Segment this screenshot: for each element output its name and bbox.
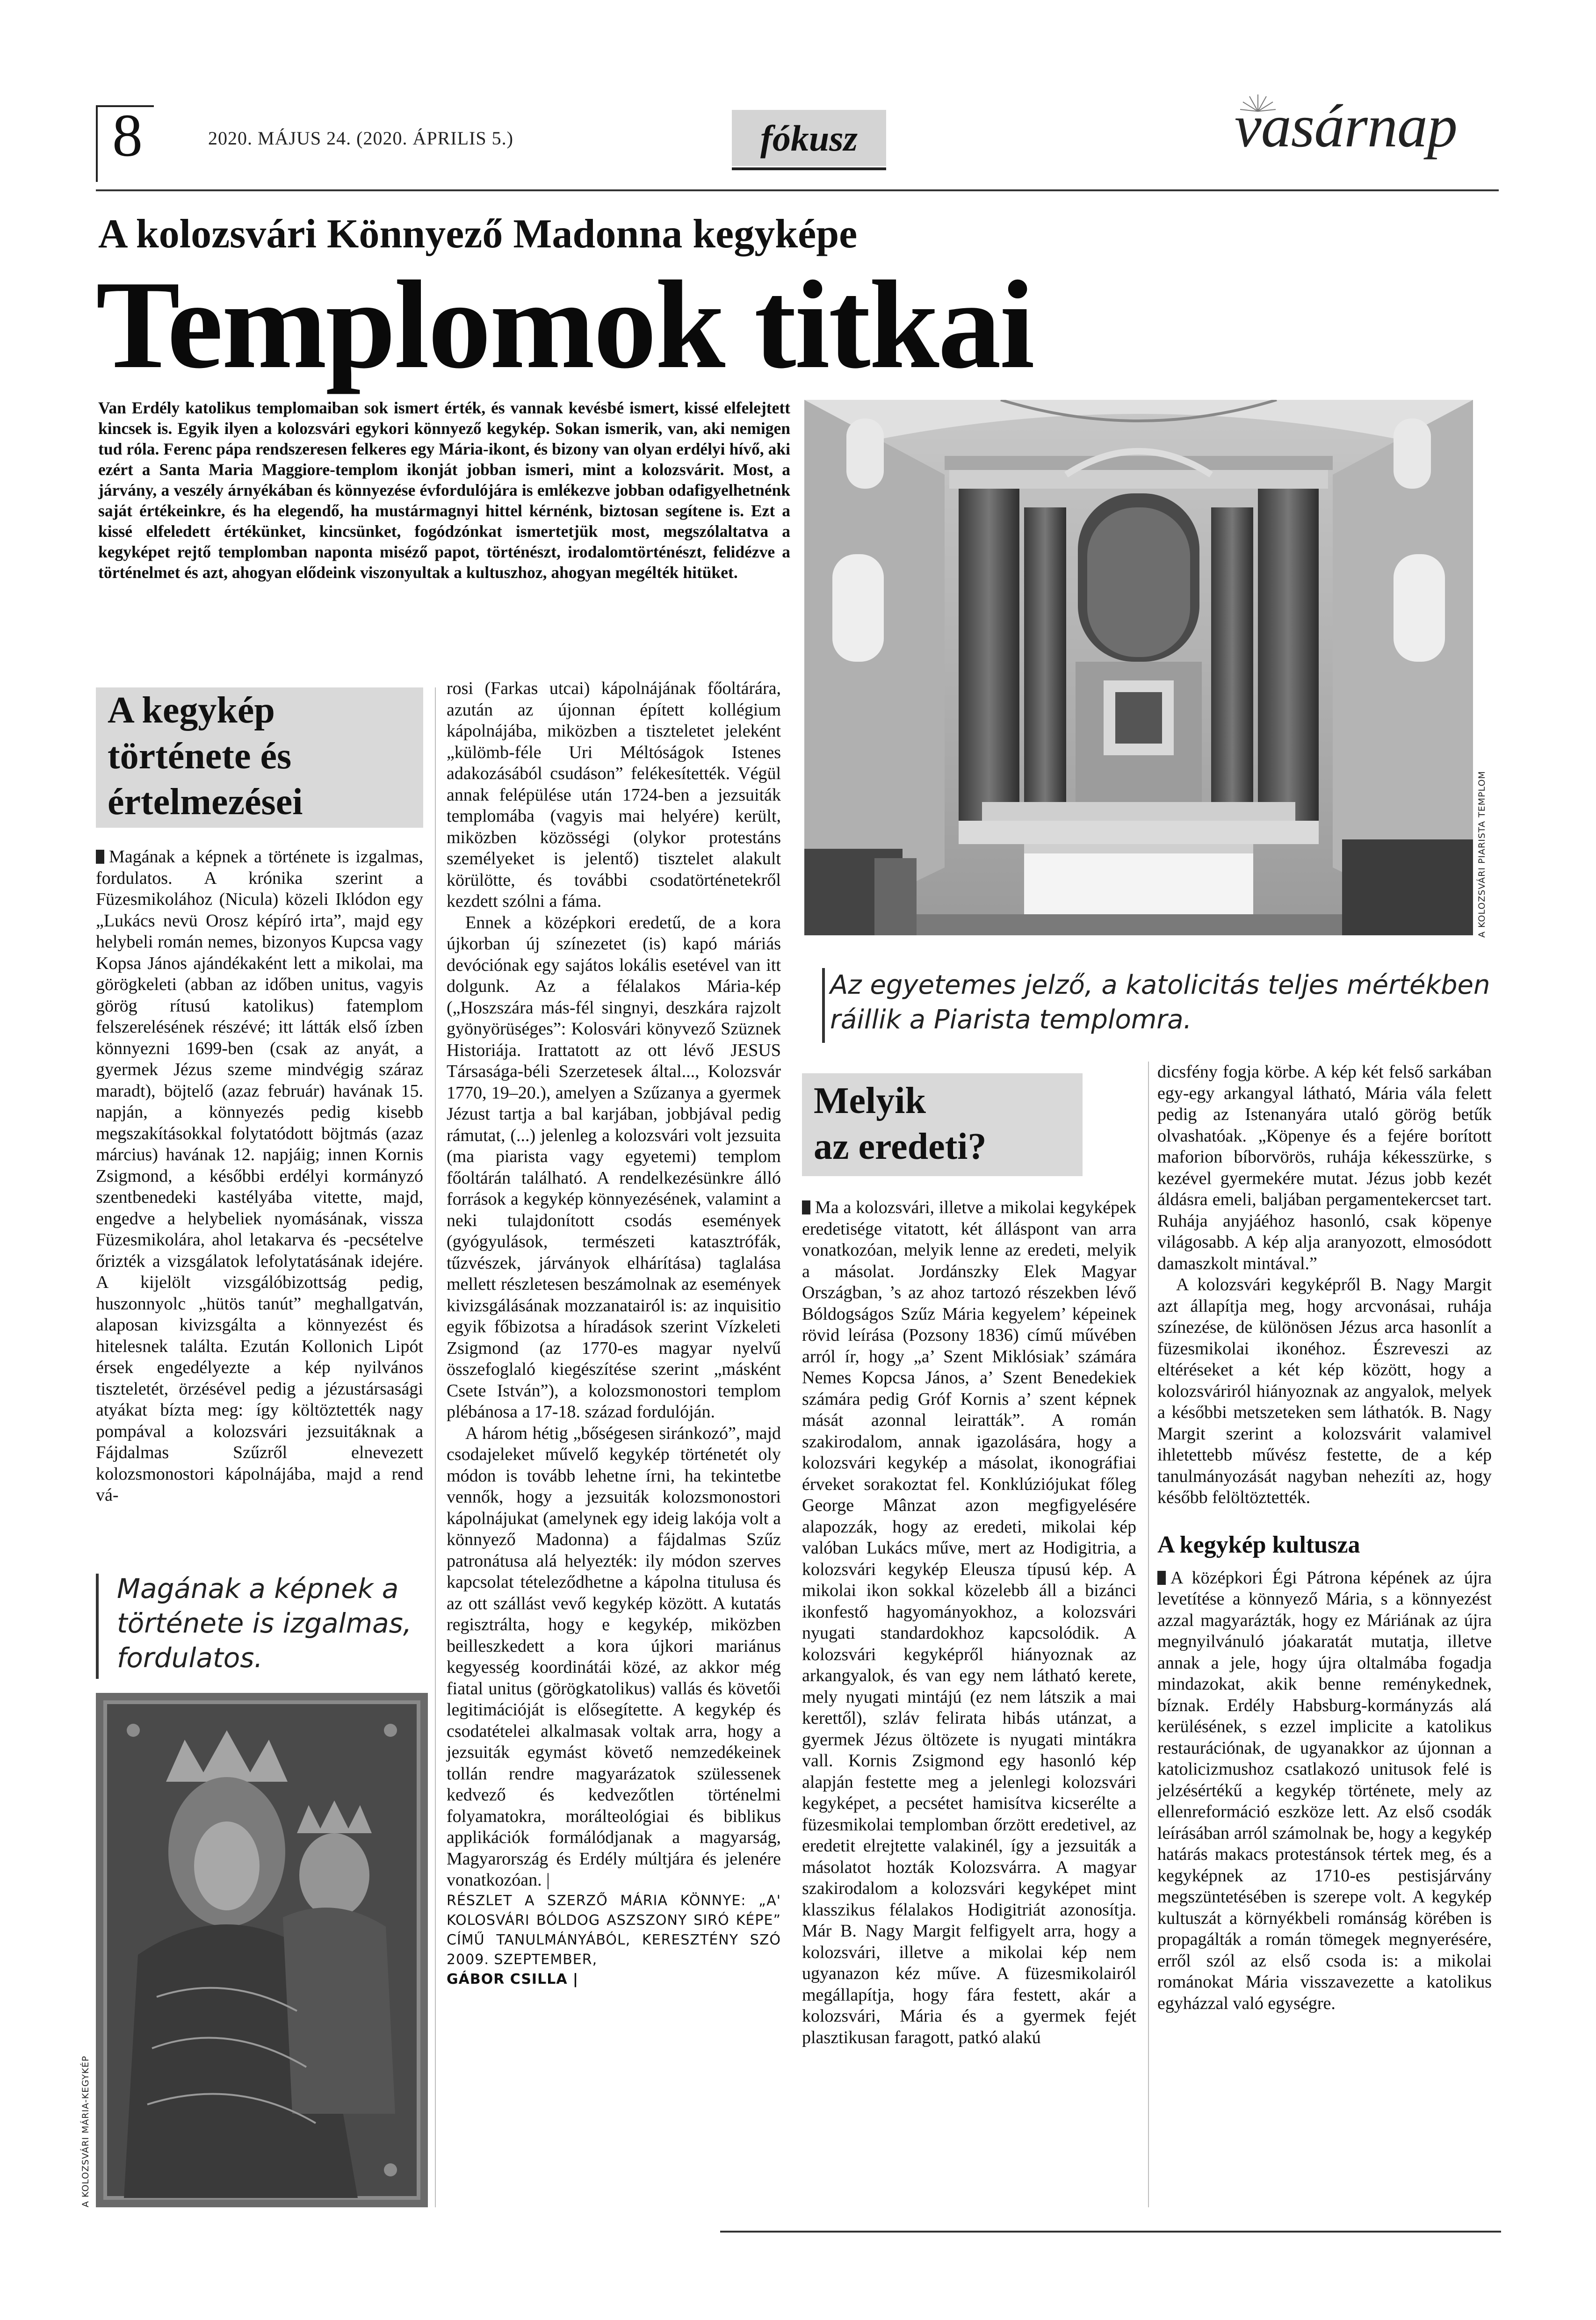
section3-col4-p2: A kolozsvári kegyképről B. Nagy Margit azt állapítja meg, hogy arcvonásai, ruhája színezése, de különösen Jézus arca hasonlít a füzesmikolai ikonéhoz. Észreveszi az eltéréseket a két kép között, hogy a kolozsváriról hiányoznak az angyalok, melyek a későbbi metszeteken sem láthatók. B. Nagy Margit szerint a kolozsvárit valamivel ihletettebb művész festette, de a kép tanulmányozását nagyban nehezíti az, hogy később felöltöztették. bbox=[1157, 1275, 1492, 1507]
section1-column2 bbox=[447, 678, 781, 1989]
section-rubric bbox=[732, 110, 886, 166]
article-author: GÁBOR CSILLA | bbox=[447, 1971, 578, 1988]
section-label: fókusz bbox=[760, 118, 858, 159]
page-bottom-rule bbox=[720, 2231, 1501, 2233]
paragraph-marker-icon bbox=[802, 1200, 810, 1214]
column-divider bbox=[435, 687, 436, 2207]
page-number: 8 bbox=[112, 102, 143, 169]
masthead-rule bbox=[96, 189, 1499, 191]
section2-text: Ma a kolozsvári, illetve a mikolai kegyképek eredetisége vitatott, két álláspont van arra vonatkozóan, melyik lenne az eredeti, melyik a másolat. Jordánszky Elek Magyar Országban, ’s az ahoz tartozó részekben lévő Bóldogságos Szűz Mária kegyelem’ képeinek rövid leírása (Pozsony 1836) című művében arról ír, hogy „a’ Szent Miklósiak’ számára Nemes Kopcsa János, a’ Szent Benedekiek számára pedig Gróf Kornis a’ szent képnek mását azonnal leiratták”. A román szakirodalom, annak igazolására, hogy a kolozsvári kegykép a másolat, ikonográfiai érveket sorakoztat fel. Konklúziójukat főleg George Mânzat azon megfigyelésére alapozzák, hogy az eredeti, mikolai kép valóban Lukács műve, mert az Hodigitria, a kolozsvári kegykép Eleusza típusú kép. A mikolai ikon sokkal közelebb áll a bizánci ikonfestő hagyományokhoz, a kolozsvári nyugati standardokhoz kapcsolódik. A kolozsvári kegyképről hiányoznak az arkangyalok, és van egy nem látható keretе, mely nyugati mintájú (ez nem látszik a mai kerettől), szláv felirata hibás utánzat, a gyermek Jézus öltözete is nyugati mintákra vall. Kornis Zsigmond egy hasonló kép alapján festette meg a jelenlegi kolozsvári kegyképet, a pecsétet hamisítva kicserélte a füzesmikolai templomban őrzött eredetivel, az eredetit elrejtette valakinél, így a jezsuiták a másolatot hozták Kolozsvárra. A magyar szakirodalom a kolozsvári kegyképet mint klasszikus félalakos Hodigitriát azonosítja. Már B. Nagy Margit felfigyelt arra, hogy a kolozsvári, illetve a mikolai kép nem ugyanazon kéz műve. A füzesmikolairól megállapítja, hogy fára festett, akár a kolozsvári, Mária és a gyermek fejét plasztikusan faragott, patkó alakú bbox=[802, 1198, 1136, 2047]
church-illustration bbox=[804, 400, 1473, 935]
section3-col4-p1: dicsfény fogja körbe. A kép két felső sarkában egy-egy arkangyal látható, Mária vála felett pedig az Istenanyára utaló görög betűk olvashatóak. „Köpenye és a fejére borított maforion bíborvörös, ruhája kékesszürke, s kezével gyermekére mutat. Jézus jobb kezét áldásra emeli, baljában pergamentekercset tart. Ruhája anyjáéhoz hasonló, csak köpenye világosabb. A kép alja aranyozott, elmosódott damaszkolt mintával.” bbox=[1157, 1062, 1492, 1273]
column-divider bbox=[1148, 1062, 1149, 2207]
section1-column1 bbox=[96, 846, 423, 1506]
paragraph-marker-icon bbox=[96, 850, 104, 864]
issue-date: 2020. MÁJUS 24. (2020. ÁPRILIS 5.) bbox=[208, 128, 513, 149]
rubric-underline bbox=[732, 167, 886, 170]
pull-quote-bar bbox=[96, 1574, 99, 1679]
madonna-icon-photo bbox=[96, 1693, 428, 2207]
pull-quote: Magának a képnek a története is izgalmas, fordulatos. bbox=[117, 1573, 412, 1674]
section1-heading-line1: A kegykép bbox=[108, 690, 275, 731]
section2-heading-line1: Melyik bbox=[814, 1080, 926, 1121]
brand-logo: vasárnap bbox=[1235, 93, 1457, 160]
section1-col1-text: Magának a képnek a története is izgalmas, fordulatos. A krónika szerint a Füzesmikolához (Nicula) közeli Iklódon egy „Lukács nevü Orosz képíró irta”, majd egy helybeli román nemes, bizonyos Kupcsa vagy Kopsa János ajándékaként lett a mikolai, ma görögkeleti (abban az időben unitus, vagyis görög rítusú katolikus) fatemplom felszerelésének részévé; itt látták első ízben könnyezni 1699-ben (csak az anyát, a gyermek Jézus szeme mindvégig száraz maradt), böjtelő (azaz február) havának 15. napján, a könnyezés pedig kisebb megszakításokkal folytatódott böjtmás (azaz március) havának 12. napjáig; innen Kornis Zsigmond, a későbbi erdélyi kormányzó szentbenedeki kastélyába vitette, majd, engedve a helybeliek nyomásának, vissza Füzesmikolára, ahol letakarva és -pecsételve őrizték a vizsgálatok lefolytatásának idejére. A kijelölt vizsgálóbizottság pedig, huszonnyolc „hütös tanút” meghallgatván, alaposan kivizsgálta a könnyezést és hitelesnek találta. Ezután Kollonich Lipót érsek engedélyezte a kép nyilvános tiszteletét, örzésével pedig a jézustársasági atyákat bízta meg: így költöztették nagy pompával a kolozsvári jezsuitáknak a Fájdalmas Szűzről elnevezett kolozsmonostori kápolnájába, majd a rend vá- bbox=[96, 847, 423, 1505]
section3-heading: A kegykép kultusza bbox=[1157, 1531, 1360, 1558]
section1-heading-box bbox=[96, 687, 423, 828]
icon-photo-credit: A KOLOZSVÁRI MÁRIA-KEGYKÉP bbox=[80, 2055, 91, 2207]
section1-col2-p3: A három hétig „bőségesen siránkozó”, majd csodajeleket művelő kegykép történetét oly módon is tovább lehetne írni, ha tekintetbe vennők, hogy a jezsuiták kolozsmonostori kápolnájukat (amelynek egy ideig lakója volt a könnyező Madonna) a fájdalmas Szűz patronátusa alá helyezték: ily módon szerves kapcsolat tételeződhetne a kápolna titulusa és az ott szállást vevő kegykép között. A kutatás regisztrálta, hogy e kegykép, miközben beilleszkedett a kora újkori mariánus kegyesség koordinátái közé, az akkor még fiatal unitus (görögkatolikus) vallás és követői legitimációját is elősegítette. A kegykép és csodatételei alkalmasak voltak arra, hogy a jezsuiták egymást követő nemzedékeinek tollán rendre magyarázatok szülessenek kedvező és kedvezőtlen történelmi folyamatokra, morálteológiai és biblikus applikációk formálódjanak a magyarság, Magyarország és Erdély múltjára és jelenére vonatkozóan. | bbox=[447, 1423, 781, 1890]
section2-heading-line2: az eredeti? bbox=[814, 1126, 987, 1167]
section3-cult-text: A középkori Égi Pátrona képének az újra levetítése a könnyező Mária, s a könnyezést azzal magyarázták, hogy ez Máriának az újra megnyilvánuló jóakaratát mutatja, illetve annak a jele, hogy újra oltalmába fogadja mindazokat, akik benne reménykednek, bíznak. Erdély Habsburg-kormányzás alá kerülésének, s ezzel implicite a katolikus restaurációnak, de ugyanakkor az újonnan a katolicizmushoz csatlakozó unitusok felé is jelzésértékű a kegykép története, mely az ellenreformáció eszköze lett. Az első csodák leírásában arról számolnak be, hogy a kegykép határás makacs protestánsok tértek meg, és a kegyképnek az 1710-es pestisjárvány megszüntetésében is szerepe volt. A kegykép kultuszát a környékbeli románság körében is propagálták a román tömegek megnyerésére, erről szól az első csoda is: a mikolai románokat Mária visszavezette a katolikus egyházzal való egységre. bbox=[1157, 1568, 1492, 2013]
caption-bar bbox=[822, 968, 825, 1043]
section3-column bbox=[1157, 1062, 1492, 2014]
section1-heading-line2: története és bbox=[108, 736, 292, 777]
paragraph-marker-icon bbox=[1157, 1571, 1166, 1585]
church-interior-photo bbox=[804, 400, 1473, 935]
article-lead: Van Erdély katolikus templomaiban sok ismert érték, és vannak kevésbé ismert, kissé elfelejtett kincsek is. Egyik ilyen a kolozsvári egykori könnyező kegykép. Sokan ismerik, van, aki nemigen tud róla. Ferenc pápa rendszeresen felkeres egy Mária-ikont, és bizony van olyan erdélyi hívő, aki ezért a Santa Maria Maggiore-templom ikonját jobban ismeri, mint a kolozsvárit. Most, a járvány, a veszély árnyékában és könnyezése évfordulójára is emlékezve jobban odafigyelhetnénk saját értékeinkre, és ha elegendő, ha mustármagnyi hittel kérnénk, biztosan segítene is. Ezt a kissé elfeledett értékünket, kincsünket, fogódzónkat ismertetjük most, megszólaltatva a kegyképet rejtő templomban naponta miséző papot, történészt, irodalomtörténészt, felidézve a történelmet és azt, ahogyan elődeink viszonyultak a kultuszhoz, ahogyan megélték hitüket. bbox=[98, 398, 790, 582]
section2-column bbox=[802, 1197, 1136, 2048]
article-title: Templomok titkai bbox=[96, 255, 1033, 395]
article-kicker: A kolozsvári Könnyező Madonna kegyképe bbox=[98, 211, 858, 257]
source-note: RÉSZLET A SZERZŐ MÁRIA KÖNNYE: „A' KOLOSVÁRI BÓLDOG ASZSZONY SIRÓ KÉPE” CÍMŰ TANULMÁNYÁBÓL, KERESZTÉNY SZÓ 2009. SZEPTEMBER, bbox=[447, 1892, 781, 1968]
section1-col2-p1: rosi (Farkas utcai) kápolnájának főoltárára, azután az újonnan épített kollégium kápolnájába, miközben a tiszteletet jeleként „külömb-féle Uri Méltóságok Istenes adakozásából csudáson” felékesítették. Végül annak felépülése után 1724-ben a jezsuiták templomába (vagyis mai helyére) került, miközben közösségi (olykor protestáns személyeket is jelentő) tisztelet alakult körülötte, és további csodatörténetekről kezdett szólni a fáma. bbox=[447, 679, 781, 911]
madonna-icon-illustration bbox=[96, 1693, 428, 2207]
section2-heading-box bbox=[802, 1073, 1083, 1176]
section1-heading-line3: értelmezései bbox=[108, 781, 303, 823]
church-photo-caption: Az egyetemes jelző, a katolicitás teljes mértékben ráillik a Piarista templomra. bbox=[830, 970, 1490, 1035]
church-photo-credit: A KOLOZSVÁRI PIARISTA TEMPLOM bbox=[1477, 771, 1487, 938]
section1-col2-p2: Ennek a középkori eredetű, de a kora újkorban új színezetet (is) kapó máriás devóciónak egy sajátos lokális esetével van itt dolgunk. Az a félalakos Mária-kép („Hoszszára más-fél singnyi, deszkára rajzolt gyönyörüséges”: Kolosvári könyvező Szüznek Historiája. Irattatott az ott lévő JESUS Társasága-béli Szerzetesek által..., Kolozsvár 1770, 19–20.), amelyen a Szűzanya a gyermek Jézust tartja a bal karjában, jobbjával pedig rámutat, (...) jelenleg a kolozsvári volt jezsuita (ma piarista vagy egyetemi) templom főoltárán található. A rendelkezésünkre álló források a kegykép könnyezésének, valamint a neki tulajdonított csodás események (gyógyulások, természeti katasztrófák, tűzvészek, járványok elhárítása) taglalása mellett részletesen beszámolnak az események kivizsgálásának mozzanatairól is: az inquisitio egyik főbizotsa a híradások szerint Vízkeleti Zsigmond (az 1770-es magyar nyelvű összefoglaló kiegészítése szerint „másként Csete István”), a kolozsmonostori templom plébánosa a 17-18. század fordulóján. bbox=[447, 912, 781, 1422]
